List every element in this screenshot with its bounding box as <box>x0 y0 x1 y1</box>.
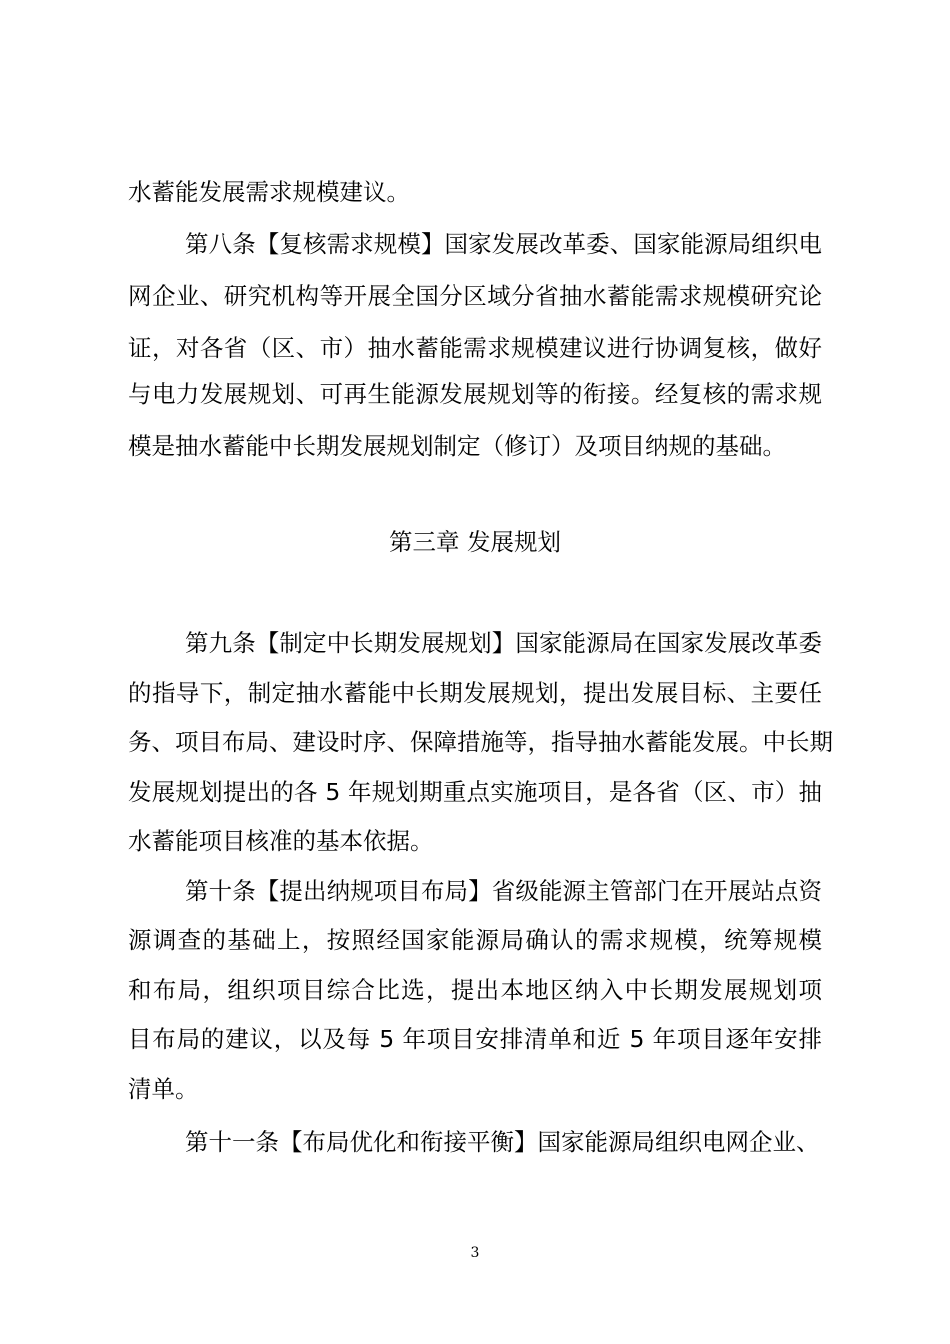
paragraph-line: 水蓄能发展需求规模建议。 <box>128 178 410 206</box>
article-9-line: 务、项目布局、建设时序、保障措施等，指导抽水蓄能发展。中长期 <box>128 728 833 756</box>
article-9-line: 第九条【制定中长期发展规划】国家能源局在国家发展改革委 <box>185 629 822 657</box>
article-10-line: 清单。 <box>128 1075 199 1103</box>
article-10-line: 第十条【提出纳规项目布局】省级能源主管部门在开展站点资 <box>185 877 822 905</box>
article-10-line: 和布局，组织项目综合比选，提出本地区纳入中长期发展规划项 <box>128 976 822 1004</box>
article-11-line: 第十一条【布局优化和衔接平衡】国家能源局组织电网企业、 <box>185 1128 820 1156</box>
article-8-line: 证，对各省（区、市）抽水蓄能需求规模建议进行协调复核，做好 <box>128 334 822 362</box>
article-9-line: 发展规划提出的各 5 年规划期重点实施项目，是各省（区、市）抽 <box>128 778 822 806</box>
article-8-line: 与电力发展规划、可再生能源发展规划等的衔接。经复核的需求规 <box>128 380 822 408</box>
article-8-line: 第八条【复核需求规模】国家发展改革委、国家能源局组织电 <box>185 230 822 258</box>
article-8-line: 网企业、研究机构等开展全国分区域分省抽水蓄能需求规模研究论 <box>128 282 822 310</box>
article-9-line: 水蓄能项目核准的基本依据。 <box>128 827 434 855</box>
page-number: 3 <box>470 1245 480 1261</box>
article-10-line: 目布局的建议，以及每 5 年项目安排清单和近 5 年项目逐年安排 <box>128 1025 822 1053</box>
chapter-title: 第三章 发展规划 <box>389 528 561 556</box>
article-8-line: 模是抽水蓄能中长期发展规划制定（修订）及项目纳规的基础。 <box>128 432 786 460</box>
article-10-line: 源调查的基础上，按照经国家能源局确认的需求规模，统筹规模 <box>128 926 822 954</box>
article-9-line: 的指导下，制定抽水蓄能中长期发展规划，提出发展目标、主要任 <box>128 679 822 707</box>
